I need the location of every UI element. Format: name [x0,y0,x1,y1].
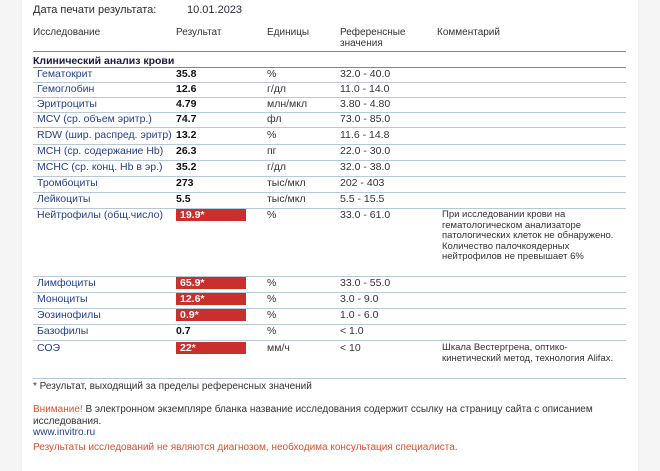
table-row [33,208,626,277]
result-value: 0.7 [176,325,191,337]
result-unit: г/дл [267,83,287,95]
result-value: 35.2 [176,161,197,173]
print-date-label: Дата печати результата: [33,4,157,16]
column-header-reference [340,27,406,49]
result-value: 273 [176,177,194,189]
header-divider [33,51,626,52]
reference-range: 11.6 - 14.8 [340,129,390,141]
test-name-link[interactable]: Гемоглобин [37,83,95,95]
result-value: 5.5 [176,193,191,205]
reference-range: 202 - 403 [340,177,385,189]
test-name-link[interactable]: Лимфоциты [37,277,96,289]
result-value-flagged: 12.6* [176,293,246,305]
reference-range: 73.0 - 85.0 [340,113,391,125]
result-unit: млн/мкл [267,98,308,110]
reference-range: 32.0 - 38.0 [340,161,391,173]
column-header-comment: Комментарий [437,27,500,38]
result-unit: % [267,209,277,221]
result-unit: % [267,277,277,289]
result-unit: г/дл [267,161,287,173]
test-name-link[interactable]: Моноциты [37,293,88,305]
result-unit: % [267,325,277,337]
table-row [33,192,626,209]
result-unit: % [267,68,277,80]
test-name-link[interactable]: Лейкоциты [37,193,91,205]
test-name-link[interactable]: MCV (ср. объем эритр.) [37,113,152,125]
result-value: 4.79 [176,98,197,110]
reference-range: < 1.0 [340,325,364,337]
result-comment: При исследовании крови на гематологическом анализаторе патологических клеток не обнаружено. Количество палочкоядерных нейтрофилов не превышает 6% [442,209,614,262]
result-value: 12.6 [176,83,197,95]
column-header-reference-line2: значения [340,38,383,49]
result-unit: пг [267,145,277,157]
disclaimer: Результаты исследований не являются диагнозом, необходима консультация специалиста. [33,442,458,453]
test-name-link[interactable]: Гематокрит [37,68,93,80]
print-date-value: 10.01.2023 [187,4,243,16]
result-value-flagged: 0.9* [176,309,246,321]
reference-range: 3.80 - 4.80 [340,98,391,110]
result-value-flagged: 19.9* [176,209,246,221]
column-header-test: Исследование [33,27,101,38]
result-unit: тыс/мкл [267,177,306,189]
test-name-link[interactable]: Базофилы [37,325,89,337]
table-row [33,292,626,309]
test-name-link[interactable]: Эритроциты [37,98,97,110]
site-link[interactable]: www.invitro.ru [33,427,96,438]
reference-range: 3.0 - 9.0 [340,293,379,305]
reference-range: 33.0 - 55.0 [340,277,391,289]
result-value-flagged: 65.9* [176,277,246,289]
table-row [33,144,626,161]
reference-range: 1.0 - 6.0 [340,309,379,321]
reference-range: 11.0 - 14.0 [340,83,390,95]
column-header-units: Единицы [267,27,310,38]
result-value: 13.2 [176,129,197,141]
column-header-result: Результат [176,27,222,38]
reference-range: 5.5 - 15.5 [340,193,385,205]
result-comment: Шкала Вестергрена, оптико-кинетический метод, технология Alifax. [442,342,614,364]
test-name-link[interactable]: RDW (шир. распред. эритр) [37,129,172,141]
test-name-link[interactable]: Эозинофилы [37,309,101,321]
warning-block [33,404,633,427]
table-row [33,97,626,113]
table-row [33,176,626,193]
table-row [33,341,626,379]
table-row [33,82,626,98]
result-value: 35.8 [176,68,197,80]
result-value: 74.7 [176,113,197,125]
table-row [33,308,626,325]
result-unit: % [267,309,277,321]
test-name-link[interactable]: Нейтрофилы (общ.число) [37,209,163,221]
test-name-link[interactable]: СОЭ [37,342,61,354]
table-row [33,67,626,83]
result-unit: % [267,293,277,305]
result-value-flagged: 22* [176,342,246,354]
result-unit: мм/ч [267,342,290,354]
reference-range: < 10 [340,342,361,354]
test-name-link[interactable]: Тромбоциты [37,177,98,189]
warning-text: В электронном экземпляре бланка название исследования содержит ссылку на страницу сайта с описанием исследования. [33,404,593,427]
result-unit: % [267,129,277,141]
test-name-link[interactable]: MCHC (ср. конц. Hb в эр.) [37,161,163,173]
reference-range: 32.0 - 40.0 [340,68,391,80]
footnote: * Результат, выходящий за пределы референсных значений [33,381,312,392]
table-row [33,128,626,145]
result-unit: тыс/мкл [267,193,306,205]
column-header-reference-line1: Референсные [340,27,406,38]
table-row [33,112,626,128]
reference-range: 22.0 - 30.0 [340,145,391,157]
warning-label: Внимание! [33,404,83,415]
lab-report-page [22,0,638,471]
table-row [33,324,626,341]
section-title: Клинический анализ крови [33,55,175,67]
result-value: 26.3 [176,145,197,157]
reference-range: 33.0 - 61.0 [340,209,391,221]
test-name-link[interactable]: MCH (ср. содержание Hb) [37,145,164,157]
table-row [33,160,626,177]
table-row [33,276,626,293]
result-unit: фл [267,113,282,125]
